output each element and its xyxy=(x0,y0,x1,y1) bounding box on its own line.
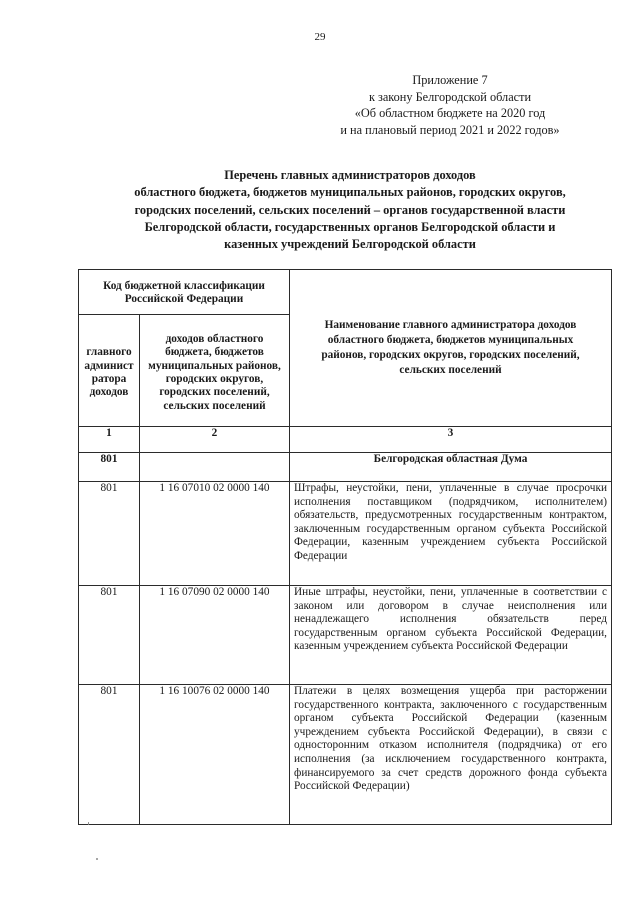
admin-code-cell: 801 xyxy=(79,482,140,586)
scan-speck xyxy=(96,858,98,860)
section-code: 801 xyxy=(79,453,140,482)
column-number-row xyxy=(79,427,612,453)
section-row xyxy=(79,453,612,482)
document-title xyxy=(70,167,630,253)
table-row xyxy=(79,685,612,825)
description-cell: Иные штрафы, неустойки, пени, уплаченные в соответствии с законом или договором в случае неисполнения или ненадлежащего исполнения обязательств перед государственным органом субъекта Российской Федерации, казенным учреждением субъекта Российской Федерации xyxy=(290,586,612,685)
appendix-reference xyxy=(300,72,600,138)
table-row xyxy=(79,586,612,685)
section-empty-cell xyxy=(140,453,290,482)
title-line: городских поселений, сельских поселений – органов государственной власти xyxy=(134,202,566,217)
column-number: 1 xyxy=(79,427,140,453)
title-line: Перечень главных администраторов доходов xyxy=(224,168,476,182)
page-number: 29 xyxy=(314,31,326,43)
revenue-code-cell: 1 16 07090 02 0000 140 xyxy=(140,586,290,685)
description-cell: Платежи в целях возмещения ущерба при расторжении государственного контракта, заключенного с государственным органом субъекта Российской Федерации (казенным учреждением субъекта Российской Федерации), в связи с односторонним отказом исполнителя (подрядчика) от его исполнения (за исключением государственного контракта, финансируемого за счет средств дорожного фонда субъекта Российской Федерации) xyxy=(290,685,612,825)
header-classification-code: Код бюджетной классификации Российской Федерации xyxy=(79,270,290,315)
appendix-line: к закону Белгородской области xyxy=(368,89,532,104)
title-line: Белгородской области, государственных органов Белгородской области и xyxy=(144,219,556,234)
appendix-line: и на плановый период 2021 и 2022 годов» xyxy=(340,122,560,137)
header-administrator-name: Наименование главного администратора доходов областного бюджета, бюджетов муниципальных районов, городских округов, городских поселений, сельских поселений xyxy=(290,270,612,427)
header-revenue-code: доходов областного бюджета, бюджетов муниципальных районов, городских округов, городских поселений, сельских поселений xyxy=(140,315,290,427)
administrators-table xyxy=(78,269,612,825)
description-cell: Штрафы, неустойки, пени, уплаченные в случае просрочки исполнения поставщиком (подрядчиком, исполнителем) обязательств, предусмотренных государственным контрактом, заключенным государственным органом субъекта Российской Федерации, казенным учреждением субъекта Российской Федерации xyxy=(290,482,612,586)
admin-code-cell: 801 xyxy=(79,685,140,825)
column-number: 3 xyxy=(290,427,612,453)
section-name: Белгородская областная Дума xyxy=(290,453,612,482)
revenue-code-cell: 1 16 07010 02 0000 140 xyxy=(140,482,290,586)
appendix-line: «Об областном бюджете на 2020 год xyxy=(354,106,546,120)
column-number: 2 xyxy=(140,427,290,453)
appendix-line: Приложение 7 xyxy=(412,73,488,87)
revenue-code-cell: 1 16 10076 02 0000 140 xyxy=(140,685,290,825)
table-header-row xyxy=(79,270,612,315)
title-line: казенных учреждений Белгородской области xyxy=(224,237,476,252)
scan-speck xyxy=(88,822,89,825)
title-line: областного бюджета, бюджетов муниципальных районов, городских округов, xyxy=(134,185,566,200)
header-admin-code: главного админист ратора доходов xyxy=(79,315,140,427)
admin-code-cell: 801 xyxy=(79,586,140,685)
table-row xyxy=(79,482,612,586)
